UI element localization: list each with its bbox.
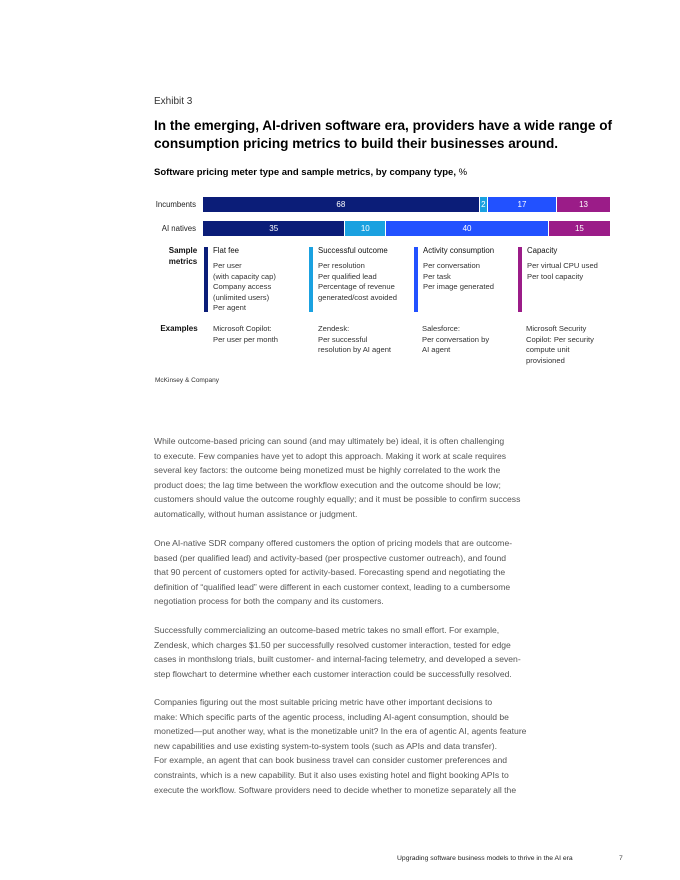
capacity-stripe	[518, 247, 522, 312]
metric-item: Per virtual CPU used	[527, 261, 598, 270]
sample-metrics-label: Sample metrics	[168, 246, 198, 266]
bar-segment-activity-consumption	[386, 221, 549, 236]
metric-item: Per task	[423, 271, 451, 281]
column-activity-consumption	[414, 246, 514, 293]
metric-item: Per conversation	[423, 261, 480, 270]
page-number: 7	[619, 855, 623, 862]
column-successful-outcome	[309, 246, 409, 303]
source-note: McKinsey & Company	[155, 377, 219, 384]
bar-segment-successful-outcome	[480, 197, 488, 212]
metric-item: Per resolution	[318, 261, 365, 270]
metric-item: Per qualified lead	[318, 271, 377, 281]
row-label-incumbents: Incumbents	[155, 200, 196, 209]
examples-label: Examples	[160, 324, 198, 333]
bar-value-label: 35	[269, 224, 279, 233]
bar-value-label: 68	[336, 200, 346, 209]
body-paragraph: Successfully commercializing an outcome-based metric takes no small effort. For example, Zendesk, which charges $1.50 per successfully resolved customer interaction, tested for edge cases in monthslong trials, built customer- and internal-facing telemetry, and developed a seven- step flowchart to determine whether each customer interaction could be successfully resolved.	[154, 625, 521, 679]
flat-fee-stripe	[204, 247, 208, 312]
metric-item: Per image generated	[423, 282, 494, 292]
bar-row-ai-natives	[203, 221, 610, 236]
bar-segment-flat-fee	[203, 197, 480, 212]
footer-title: Upgrading software business models to thrive in the AI era	[397, 855, 573, 862]
body-paragraph: Companies figuring out the most suitable pricing metric have other important decisions to make: Which specific parts of the agentic process, including AI-agent consumption, should be monetized—put another way, what is the monetizable unit? In the era of agentic AI, agents feature new capabilities and use existing system-to-system tools (such as APIs and data transfer). For example, an agent that can book business travel can consider customer preferences and constraints, which is a new capability. But it also uses existing hotel and flight booking APIs to execute the workflow. Software providers need to decide whether to monetize separately all the	[154, 697, 527, 795]
chart-title-unit: %	[455, 167, 468, 178]
example-capacity: Microsoft Security Copilot: Per security compute unit provisioned	[526, 324, 594, 365]
successful-outcome-stripe	[309, 247, 313, 312]
example-activity-consumption: Salesforce: Per conversation by AI agent	[422, 324, 490, 355]
bar-segment-capacity	[549, 221, 610, 236]
column-title: Capacity	[527, 246, 558, 255]
bar-segment-successful-outcome	[345, 221, 386, 236]
bar-value-label: 17	[517, 200, 527, 209]
bar-segment-activity-consumption	[488, 197, 557, 212]
bar-value-label: 15	[574, 224, 584, 233]
activity-consumption-stripe	[414, 247, 418, 312]
bar-segment-flat-fee	[203, 221, 345, 236]
bar-value-label: 13	[579, 200, 588, 209]
row-label-ai-natives: AI natives	[161, 224, 196, 233]
exhibit-label: Exhibit 3	[154, 96, 193, 107]
bar-segment-capacity	[557, 197, 610, 212]
metric-item: Per user (with capacity cap)	[213, 261, 276, 281]
chart-title	[154, 167, 467, 178]
column-title: Successful outcome	[318, 246, 388, 255]
bar-value-label: 10	[360, 224, 370, 233]
body-paragraph: While outcome-based pricing can sound (and may ultimately be) ideal, it is often challenging to execute. Few companies have yet to adopt this approach. Making it work at scale requires several key factors: the outcome being monetized must be highly correlated to the work the product does; the lag time between the workflow execution and the outcome should be low; customers should value the outcome roughly equally; and it must be possible to confirm success automatically, without human assistance or judgment.	[154, 436, 521, 519]
chart-title-main: Software pricing meter type and sample metrics, by company type,	[154, 167, 456, 178]
metric-item: Percentage of revenue generated/cost avoided	[318, 282, 397, 302]
metric-item: Per tool capacity	[527, 271, 584, 281]
bar-value-label: 40	[462, 224, 472, 233]
body-paragraph: One AI-native SDR company offered customers the option of pricing models that are outcome- based (per qualified lead) and activity-based (per prospective customer outreach), and found that 90 percent of customers opted for activity-based. Forecasting spend and negotiating the definition of “qualified lead” were different in each customer context, leading to a cumbersome negotiation process for both the company and its customers.	[154, 538, 513, 607]
column-capacity	[518, 246, 618, 282]
column-flat-fee	[204, 246, 304, 314]
metric-item: Per agent	[213, 303, 246, 313]
bar-row-incumbents	[203, 197, 610, 212]
bar-value-label: 2	[481, 200, 486, 209]
column-title: Activity consumption	[423, 246, 495, 255]
exhibit-headline: In the emerging, AI-driven software era, providers have a wide range of consumption pricing metrics to build their businesses around.	[154, 118, 613, 151]
example-successful-outcome: Zendesk: Per successful resolution by AI agent	[318, 324, 392, 355]
column-title: Flat fee	[213, 246, 240, 255]
example-flat-fee: Microsoft Copilot: Per user per month	[213, 324, 278, 344]
metric-item: Company access (unlimited users)	[213, 282, 272, 302]
